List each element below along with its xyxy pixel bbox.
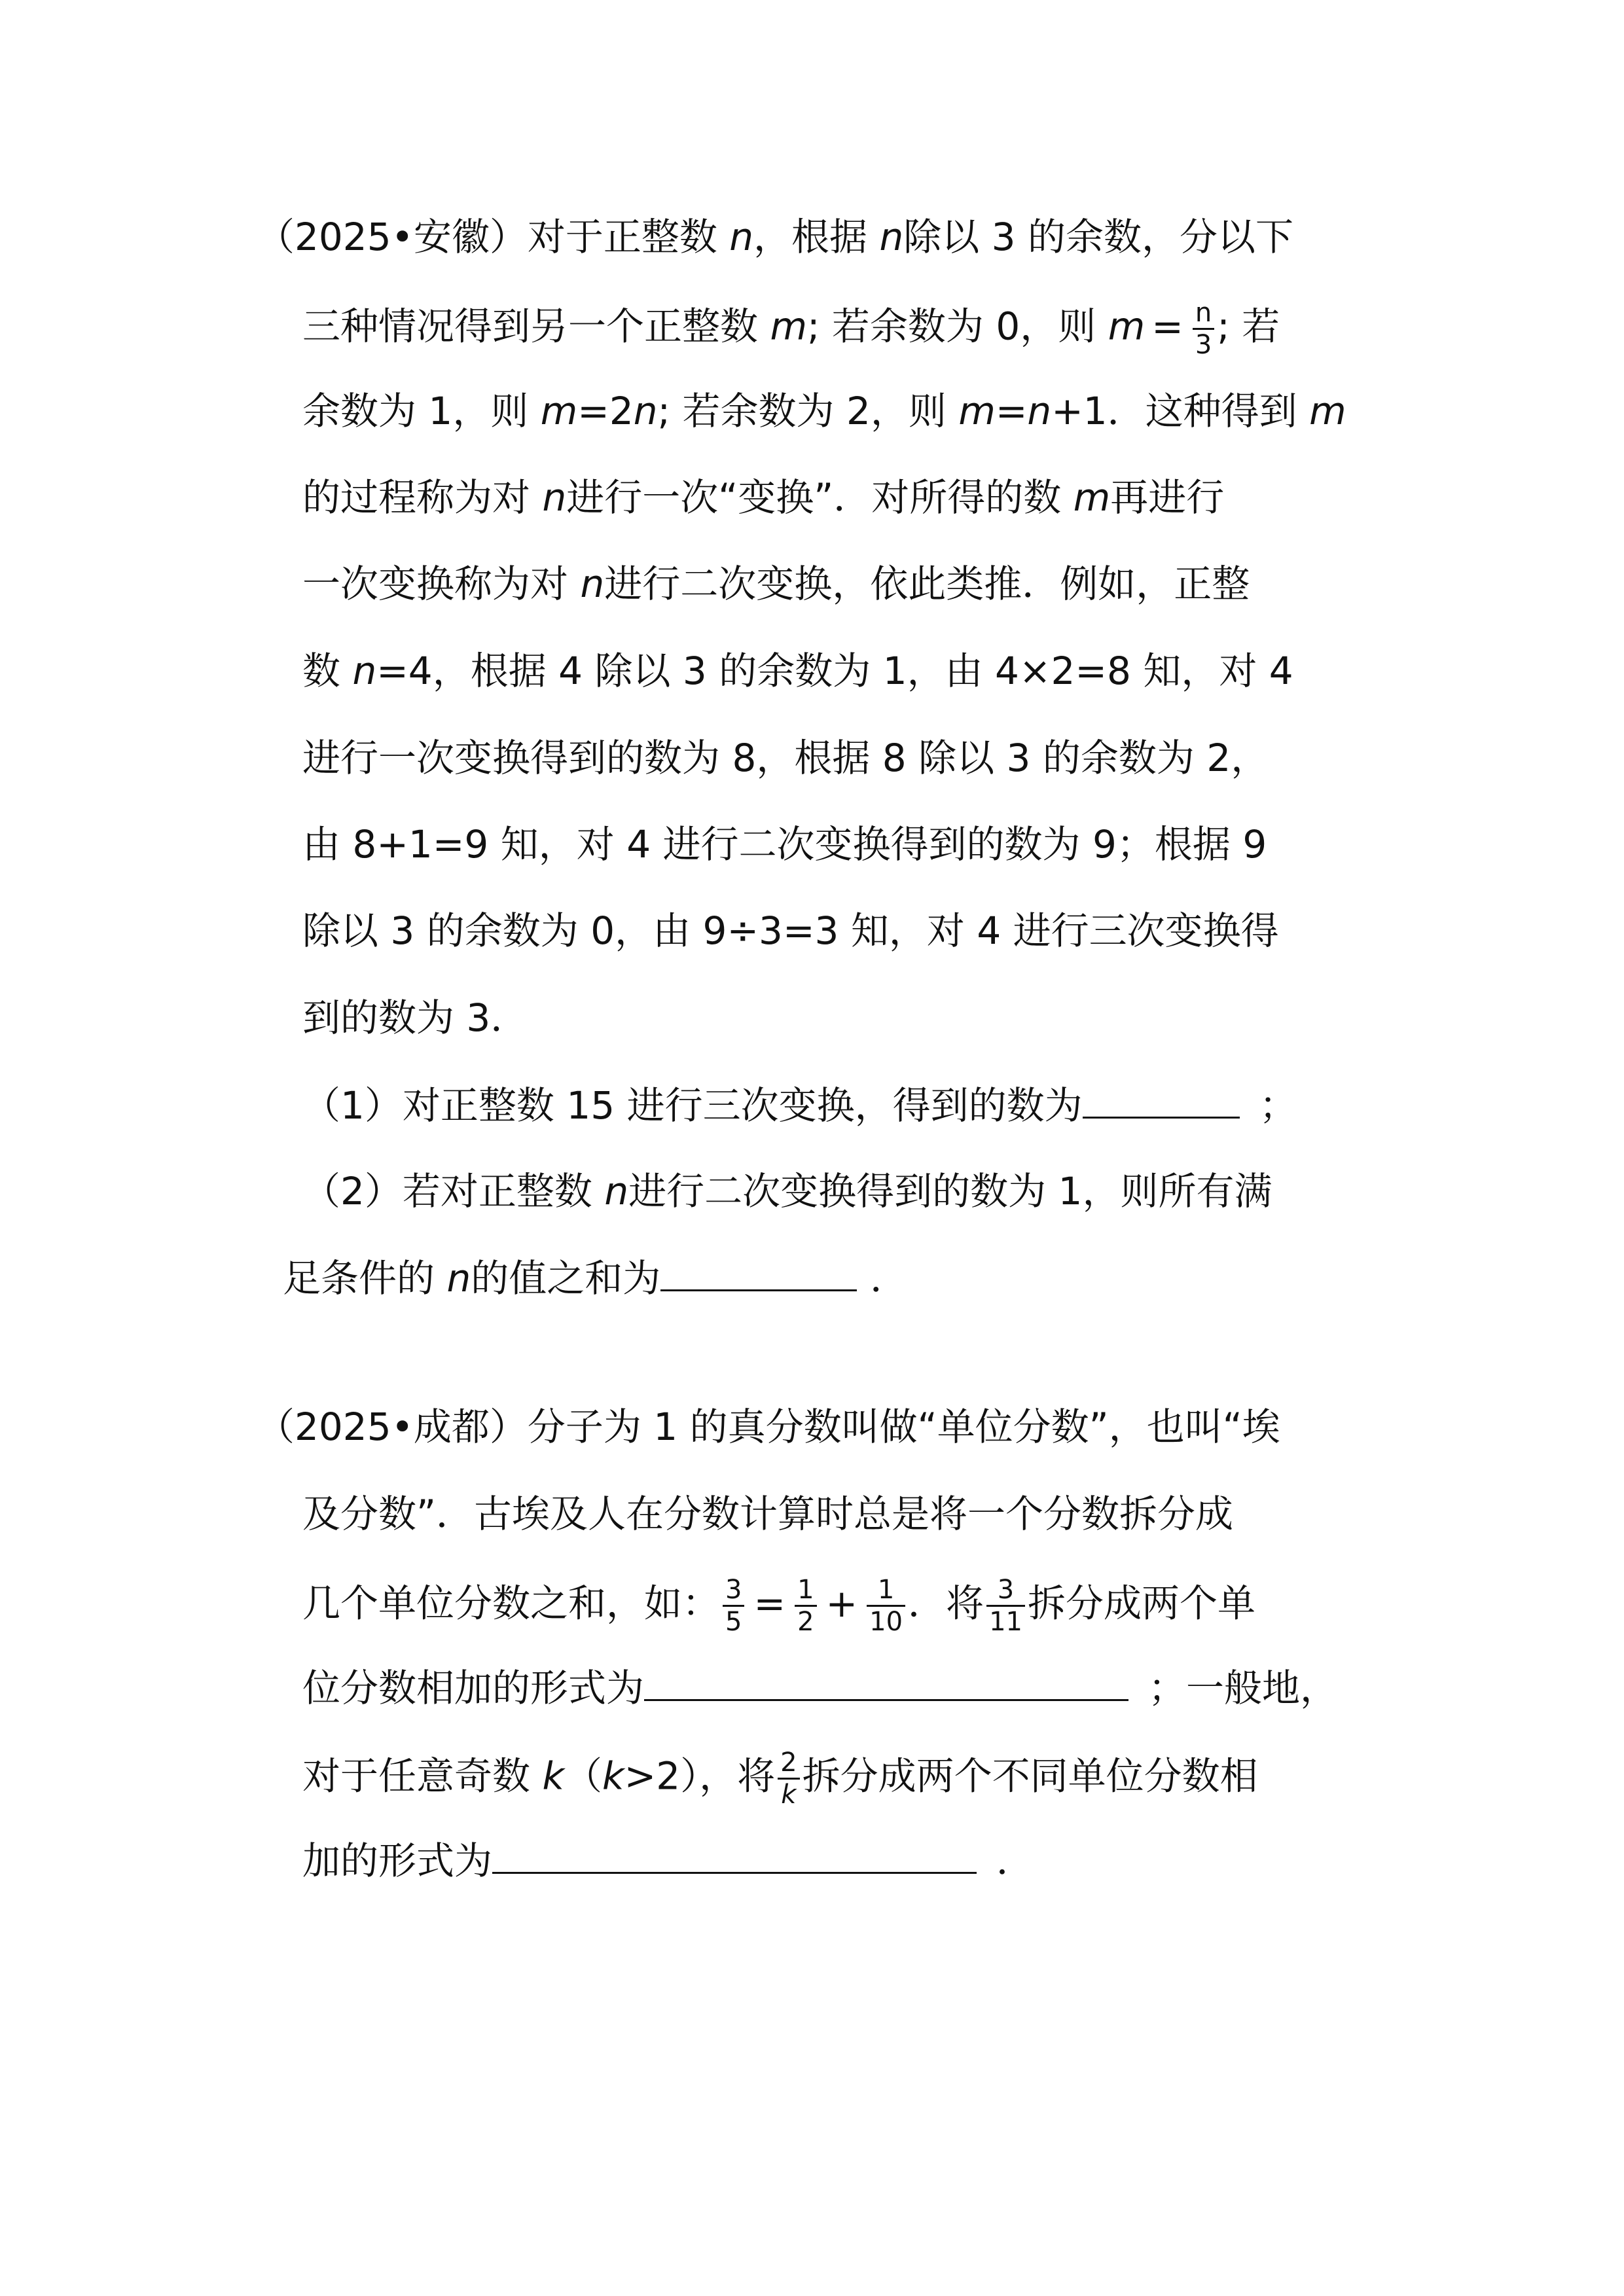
problem1-line8: 由 8+1=9 知，对 4 进行二次变换得到的数为 9；根据 9	[302, 822, 1267, 867]
problem1-line3: 余数为 1，则 m=2n; 若余数为 2，则 m=n+1．这种得到 m	[302, 389, 1346, 433]
answer-blank-2-k[interactable]	[492, 1834, 977, 1874]
problem1-line7: 进行一次变换得到的数为 8，根据 8 除以 3 的余数为 2，	[302, 736, 1269, 780]
problem1-line2: 三种情况得到另一个正整数 m; 若余数为 0，则 m = $\frac{n}{3}$ ; 若	[302, 298, 1280, 360]
problem2-line5: 对于任意奇数 k（k>2），将 $\frac{2}{k}$ 拆分成两个不同单位分数相	[302, 1748, 1258, 1810]
fraction-3-11: $\frac{3}{11}$	[986, 1575, 1025, 1637]
fraction-3-5: $\frac{3}{5}$	[723, 1575, 744, 1637]
problem1-line5: 一次变换称为对 n进行二次变换，依此类推．例如，正整	[302, 562, 1250, 606]
problem2-line2: 及分数”．古埃及人在分数计算时总是将一个分数拆分成	[302, 1492, 1234, 1536]
fraction-2-k: $\frac{2}{k}$	[778, 1748, 799, 1810]
answer-blank-q1[interactable]	[1083, 1079, 1240, 1119]
fraction-1-2: $\frac{1}{2}$	[795, 1575, 816, 1637]
problem2-line3: 几个单位分数之和，如： $\frac{3}{5}$ = $\frac{1}{2}$ + $\frac{1}{10}$ ．将 $\frac{3}{11}$ 拆分成两个单	[302, 1575, 1255, 1637]
answer-blank-3-11[interactable]	[644, 1661, 1128, 1701]
problem1-line4: 的过程称为对 n进行一次“变换”．对所得的数 m再进行	[302, 475, 1225, 520]
problem1-question2: （2）若对正整数 n进行二次变换得到的数为 1，则所有满	[302, 1169, 1272, 1213]
problem2-source: （2025•成都）	[257, 1405, 528, 1449]
problem1-line9: 除以 3 的余数为 0，由 9÷3=3 知，对 4 进行三次变换得	[302, 908, 1279, 953]
problem1-question2-cont: 足条件的 n的值之和为 ．	[283, 1251, 908, 1304]
problem1-line1: （2025•安徽）对于正整数 n，根据 n除以 3 的余数，分以下	[257, 215, 1294, 259]
problem1-line10: 到的数为 3．	[302, 996, 529, 1040]
answer-blank-q2[interactable]	[660, 1251, 857, 1291]
fraction-1-10: $\frac{1}{10}$	[867, 1575, 905, 1637]
problem1-source: （2025•安徽）	[257, 215, 528, 259]
fraction-n-over-3: $\frac{n}{3}$	[1193, 298, 1214, 360]
problem1-question1: （1）对正整数 15 进行三次变换，得到的数为 ；	[302, 1079, 1297, 1131]
problem2-line6: 加的形式为 ．	[302, 1834, 1034, 1886]
problem2-line1: （2025•成都）分子为 1 的真分数叫做“单位分数”，也叫“埃	[257, 1405, 1280, 1449]
problem2-line4: 位分数相加的形式为 ；一般地，	[302, 1661, 1338, 1713]
problem1-line6: 数 n=4，根据 4 除以 3 的余数为 1，由 4×2=8 知，对 4	[302, 649, 1293, 693]
